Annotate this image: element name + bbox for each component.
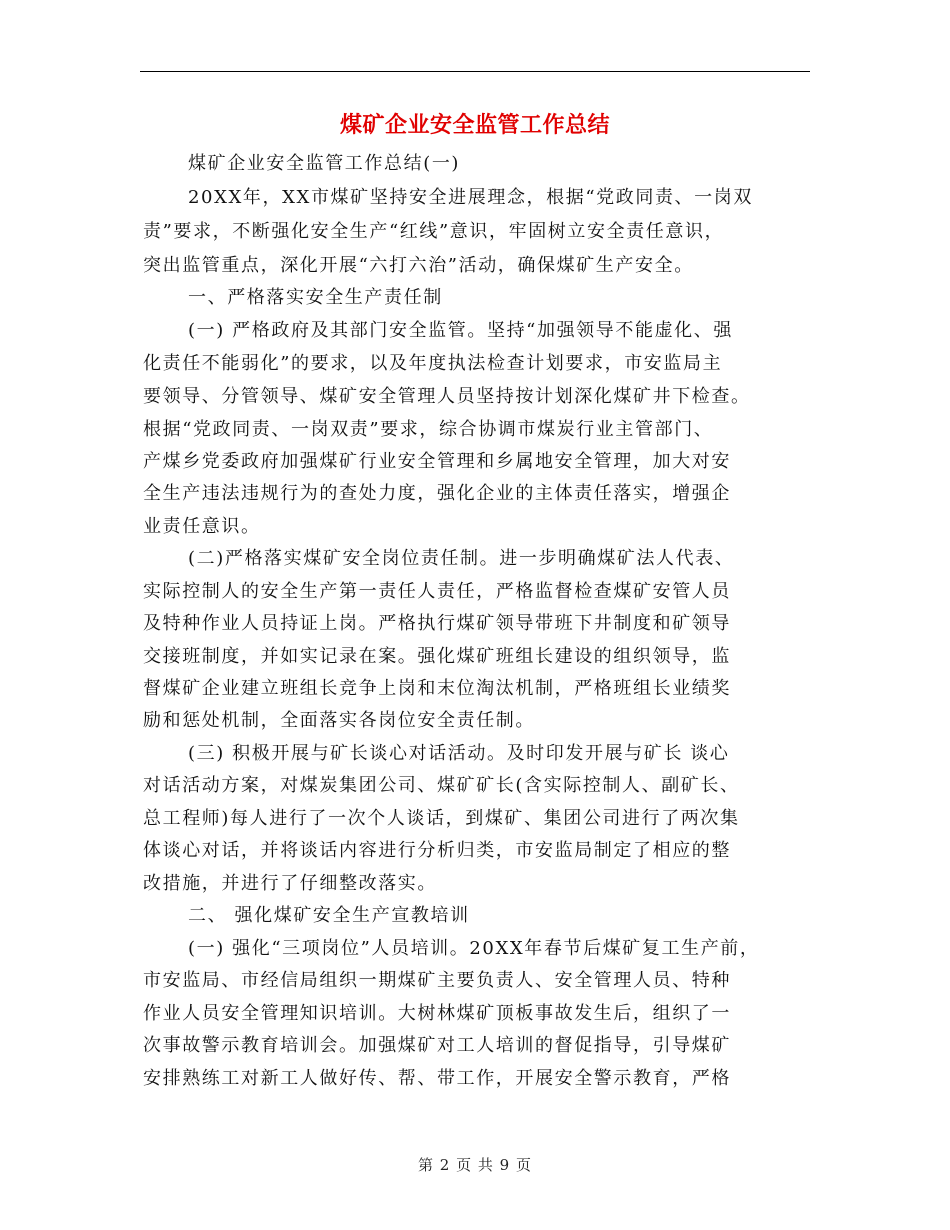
paragraph-line: 对话活动方案，对煤炭集团公司、煤矿矿长(含实际控制人、副矿长、 [143,775,740,796]
paragraph-line: 及特种作业人员持证上岗。严格执行煤矿领导带班下井制度和矿领导 [143,613,731,634]
paragraph-line: (三) 积极开展与矿长谈心对话活动。及时印发开展与矿长 谈心 [188,743,730,764]
paragraph-line: (二)严格落实煤矿安全岗位责任制。进一步明确煤矿法人代表、 [188,548,735,569]
paragraph-line: 市安监局、市经信局组织一期煤矿主要负责人、安全管理人员、特种 [143,970,731,991]
paragraph-line: 作业人员安全管理知识培训。大树林煤矿顶板事故发生后，组织了一 [143,1003,731,1024]
paragraph-line: (一) 严格政府及其部门安全监管。坚持“加强领导不能虚化、强 [188,320,733,341]
paragraph-line: 化责任不能弱化”的要求，以及年度执法检查计划要求，市安监局主 [143,353,723,374]
paragraph-line: 要领导、分管领导、煤矿安全管理人员坚持按计划深化煤矿井下检查。 [143,386,751,407]
paragraph-line: 励和惩处机制，全面落实各岗位安全责任制。 [143,710,535,731]
paragraph-line: (一) 强化“三项岗位”人员培训。20XX年春节后煤矿复工生产前， [188,938,760,959]
section-heading: 二、 强化煤矿安全生产宣教培训 [188,905,470,926]
paragraph-line: 责”要求，不断强化安全生产“红线”意识，牢固树立安全责任意识， [143,221,725,242]
paragraph-line: 业责任意识。 [143,516,261,537]
paragraph-line: 改措施，并进行了仔细整改落实。 [143,873,437,894]
paragraph-line: 次事故警示教育培训会。加强煤矿对工人培训的督促指导，引导煤矿 [143,1035,731,1056]
paragraph-line: 总工程师)每人进行了一次个人谈话，到煤矿、集团公司进行了两次集 [143,808,740,829]
paragraph-line: 产煤乡党委政府加强煤矿行业安全管理和乡属地安全管理，加大对安 [143,451,731,472]
paragraph-line: 根据“党政同责、一岗双责”要求，综合协调市煤炭行业主管部门、 [143,419,714,440]
paragraph-line: 实际控制人的安全生产第一责任人责任，严格监督检查煤矿安管人员 [143,581,731,602]
page-number: 第 2 页 共 9 页 [418,1156,532,1174]
paragraph-line: 体谈心对话，并将谈话内容进行分析归类，市安监局制定了相应的整 [143,840,731,861]
paragraph-line: 全生产违法违规行为的查处力度，强化企业的主体责任落实，增强企 [143,483,731,504]
section-heading: 煤矿企业安全监管工作总结(一) [188,153,461,174]
paragraph-line: 安排熟练工对新工人做好传、帮、带工作，开展安全警示教育，严格 [143,1068,731,1089]
paragraph-line: 交接班制度，并如实记录在案。强化煤矿班组长建设的组织领导，监 [143,646,731,667]
section-heading: 一、严格落实安全生产责任制 [188,287,443,308]
header-rule [140,71,810,72]
document-title: 煤矿企业安全监管工作总结 [339,113,610,138]
paragraph-line: 突出监管重点，深化开展“六打六治”活动，确保煤矿生产安全。 [143,255,694,276]
paragraph-line: 督煤矿企业建立班组长竞争上岗和末位淘汰机制，严格班组长业绩奖 [143,678,731,699]
paragraph-line: 20XX年，XX市煤矿坚持安全进展理念，根据“党政同责、一岗双 [188,187,753,208]
